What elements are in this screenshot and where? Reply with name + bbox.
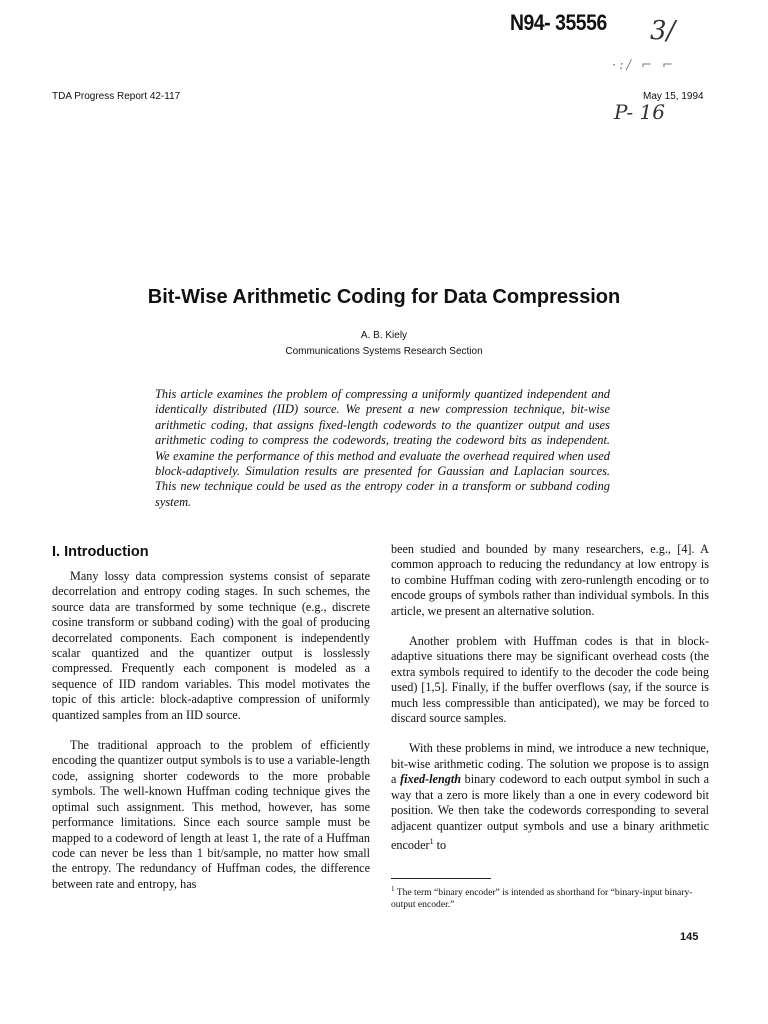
report-identifier: TDA Progress Report 42-117 — [52, 91, 181, 102]
paragraph: been studied and bounded by many researchers, e.g., [4]. A common approach to reducing the redundancy at low entropy is to combine Huffman coding with zero-runlength encoding or to encode groups of symbols rather than individual symbols. In this article, we present an alternative solution. — [391, 542, 709, 618]
footnote — [391, 883, 709, 911]
paragraph-text: With these problems in mind, we introduce a new technique, bit-wise arithmetic coding. The solution we propose is to assign a — [391, 741, 709, 787]
abstract: This article examines the problem of compressing a uniformly quantized independent and identically distributed (IID) source. We present a new compression technique, bit-wise arithmetic coding, that assigns fixed-length codewords to the quantizer output and uses arithmetic coding to compress the codewords, treating the codeword bits as independent. We examine the performance of this method and evaluate the overhead required when used block-adaptively. Simulation results are presented for Gaussian and Laplacian sources. This new technique could be used as the entropy coder in a transform or subband coding system. — [155, 387, 610, 509]
paragraph-text: binary codeword to each output symbol in such a way that a zero is more likely than a one in every codeword bit position. We then take the codewords corresponding to several adjacent quantizer output symbols and use a binary arithmetic encoder — [391, 772, 709, 852]
paragraph: The traditional approach to the problem of efficiently encoding the quantizer output symbols is to use a variable-length code, assigning shorter codewords to the more probable symbols. The well-known Huffman coding technique gives the optimal such assignment. This method, however, has some performance limitations. Since each source sample must be mapped to a codeword of length at least 1, the rate of a Huffman code can never be less than 1 bit/sample, no matter how small the entropy. The redundancy of Huffman codes, the difference between rate and entropy, has — [52, 738, 370, 891]
emphasis: fixed-length — [400, 772, 461, 787]
section-heading: I. Introduction — [52, 544, 149, 560]
article-title: Bit-Wise Arithmetic Coding for Data Compression — [147, 286, 621, 308]
paragraph: Another problem with Huffman codes is that in block-adaptive situations there may be significant overhead costs (the extra symbols required to identify to the decoder the code being used) [1,5]. Finally, if the buffer overflows (say, if the source is much less compressible than anticipated), we may be forced to discard source samples. — [391, 634, 709, 726]
footnote-rule — [391, 878, 491, 879]
author-affiliation: Communications Systems Research Section — [285, 346, 483, 357]
paragraph — [391, 741, 709, 853]
footnote-marker: 1 — [391, 885, 395, 893]
accession-number: N94- 35556 — [510, 10, 607, 35]
left-column — [52, 569, 370, 892]
handwritten-corner-mark: 3/ — [650, 16, 676, 46]
author-name: A. B. Kiely — [360, 330, 408, 341]
faint-stamp: ·:/ ⌐ ⌐ — [612, 58, 676, 73]
footnote-text: The term “binary encoder” is intended as shorthand for “binary-input binary-output encoder.” — [391, 887, 693, 911]
page-number: 145 — [680, 931, 699, 943]
paragraph-text: to — [433, 837, 447, 852]
paragraph: Many lossy data compression systems consist of separate decorrelation and entropy coding stages. In such schemes, the source data are transformed by some technique (e.g., discrete cosine transform or subband coding) with the goal of producing decorrelated components. Each component is independently scalar quantized and the quantizer output is losslessly compressed. Frequently each component is modeled as a sequence of IID random variables. This model motivates the topic of this article: block-adaptive compression of uniformly quantized samples from an IID source. — [52, 569, 370, 722]
report-date: May 15, 1994 — [643, 91, 704, 102]
handwritten-page-count: P- 16 — [614, 100, 665, 124]
footnote-reference: 1 — [429, 836, 434, 846]
right-column — [391, 542, 709, 853]
